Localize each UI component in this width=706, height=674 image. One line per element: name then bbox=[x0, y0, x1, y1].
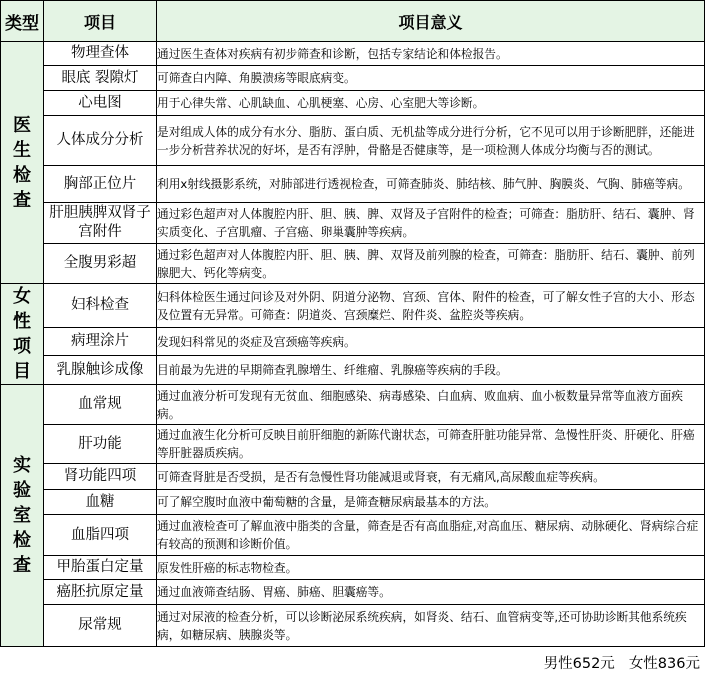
table-row bbox=[1, 515, 705, 556]
item-meaning: 原发性肝癌的标志物检查。 bbox=[157, 556, 705, 580]
header-type: 类型 bbox=[1, 1, 44, 42]
table-row bbox=[1, 166, 705, 203]
table-row bbox=[1, 490, 705, 515]
item-meaning: 通过血液检查可了解血液中脂类的含量，筛查是否有高血脂症,对高血压、糖尿病、动脉硬化、肾病综合症有较高的预测和诊断价值。 bbox=[157, 515, 705, 556]
table-row bbox=[1, 356, 705, 385]
table-row bbox=[1, 580, 705, 605]
item-meaning: 通过彩色超声对人体腹腔内肝、胆、胰、脾、双肾及前列腺的检查，可筛查：脂肪肝、结石、囊肿、前列腺肥大、钙化等病变。 bbox=[157, 244, 705, 284]
table-row bbox=[1, 284, 705, 328]
item-name: 肝功能 bbox=[44, 425, 157, 464]
table-row bbox=[1, 116, 705, 166]
item-meaning: 可了解空腹时血液中葡萄糖的含量，是筛查糖尿病最基本的方法。 bbox=[157, 490, 705, 515]
table-row bbox=[1, 328, 705, 356]
item-meaning: 通过彩色超声对人体腹腔内肝、胆、胰、脾、双肾及子宫附件的检查；可筛查：脂肪肝、结石、囊肿、肾实质变化、子宫肌瘤、子宫癌、卵巢囊肿等疾病。 bbox=[157, 203, 705, 244]
header-row bbox=[1, 1, 705, 42]
item-meaning: 可筛查肾脏是否受损，是否有急慢性肾功能减退或肾衰，有无痛风,高尿酸血症等疾病。 bbox=[157, 464, 705, 490]
item-meaning: 可筛查白内障、角膜溃疡等眼底病变。 bbox=[157, 66, 705, 91]
table-row bbox=[1, 605, 705, 647]
table-row bbox=[1, 203, 705, 244]
male-price: 男性652元 bbox=[543, 656, 615, 672]
table-row bbox=[1, 66, 705, 91]
item-name: 人体成分分析 bbox=[44, 116, 157, 166]
table-row bbox=[1, 42, 705, 66]
item-meaning: 通过血液筛查结肠、胃癌、肺癌、胆囊癌等。 bbox=[157, 580, 705, 605]
item-name: 物理查体 bbox=[44, 42, 157, 66]
item-name: 血糖 bbox=[44, 490, 157, 515]
item-name: 尿常规 bbox=[44, 605, 157, 647]
item-name: 胸部正位片 bbox=[44, 166, 157, 203]
item-name: 乳腺触诊成像 bbox=[44, 356, 157, 385]
item-name: 血常规 bbox=[44, 385, 157, 425]
price-footer bbox=[544, 652, 700, 673]
table-row bbox=[1, 385, 705, 425]
table-row bbox=[1, 464, 705, 490]
item-meaning: 目前最为先进的早期筛查乳腺增生、纤维瘤、乳腺癌等疾病的手段。 bbox=[157, 356, 705, 385]
header-item: 项目 bbox=[44, 1, 157, 42]
item-name: 血脂四项 bbox=[44, 515, 157, 556]
category-female-items: 女 性 项 目 bbox=[1, 284, 44, 385]
item-name: 癌胚抗原定量 bbox=[44, 580, 157, 605]
female-price: 女性836元 bbox=[628, 656, 700, 672]
table-row bbox=[1, 91, 705, 116]
category-lab-tests: 实 验 室 检 查 bbox=[1, 385, 44, 647]
item-name: 心电图 bbox=[44, 91, 157, 116]
item-meaning: 通过血液分析可发现有无贫血、细胞感染、病毒感染、白血病、败血病、血小板数量异常等血液方面疾病。 bbox=[157, 385, 705, 425]
item-meaning: 通过医生查体对疾病有初步筛查和诊断，包括专家结论和体检报告。 bbox=[157, 42, 705, 66]
item-name: 妇科检查 bbox=[44, 284, 157, 328]
item-meaning: 利用x射线摄影系统，对肺部进行透视检查，可筛查肺炎、肺结核、肺气肿、胸膜炎、气胸、肺癌等病。 bbox=[157, 166, 705, 203]
item-meaning: 通过血液生化分析可反映目前肝细胞的新陈代谢状态，可筛查肝脏功能异常、急慢性肝炎、肝硬化、肝癌等肝脏器质疾病。 bbox=[157, 425, 705, 464]
item-meaning: 用于心律失常、心肌缺血、心肌梗塞、心房、心室肥大等诊断。 bbox=[157, 91, 705, 116]
item-name: 病理涂片 bbox=[44, 328, 157, 356]
header-meaning: 项目意义 bbox=[157, 1, 705, 42]
table-row bbox=[1, 244, 705, 284]
item-meaning: 是对组成人体的成分有水分、脂肪、蛋白质、无机盐等成分进行分析，它不见可以用于诊断肥胖，还能进一步分析营养状况的好坏，是否有浮肿，骨骼是否健康等，是一项检测人体成分均衡与否的测试。 bbox=[157, 116, 705, 166]
table-row bbox=[1, 556, 705, 580]
item-name: 全腹男彩超 bbox=[44, 244, 157, 284]
item-name: 肝胆胰脾双肾子宫附件 bbox=[44, 203, 157, 244]
item-meaning: 发现妇科常见的炎症及宫颈癌等疾病。 bbox=[157, 328, 705, 356]
item-name: 肾功能四项 bbox=[44, 464, 157, 490]
category-doctor-exam: 医 生 检 查 bbox=[1, 42, 44, 284]
item-meaning: 通过对尿液的检查分析，可以诊断泌尿系统疾病，如肾炎、结石、血管病变等,还可协助诊断其他系统疾病，如糖尿病、胰腺炎等。 bbox=[157, 605, 705, 647]
item-meaning: 妇科体检医生通过问诊及对外阴、阴道分泌物、宫颈、宫体、附件的检查，可了解女性子宫的大小、形态及位置有无异常。可筛查：阴道炎、宫颈糜烂、附件炎、盆腔炎等疾病。 bbox=[157, 284, 705, 328]
item-name: 眼底 裂隙灯 bbox=[44, 66, 157, 91]
item-name: 甲胎蛋白定量 bbox=[44, 556, 157, 580]
table-row bbox=[1, 425, 705, 464]
